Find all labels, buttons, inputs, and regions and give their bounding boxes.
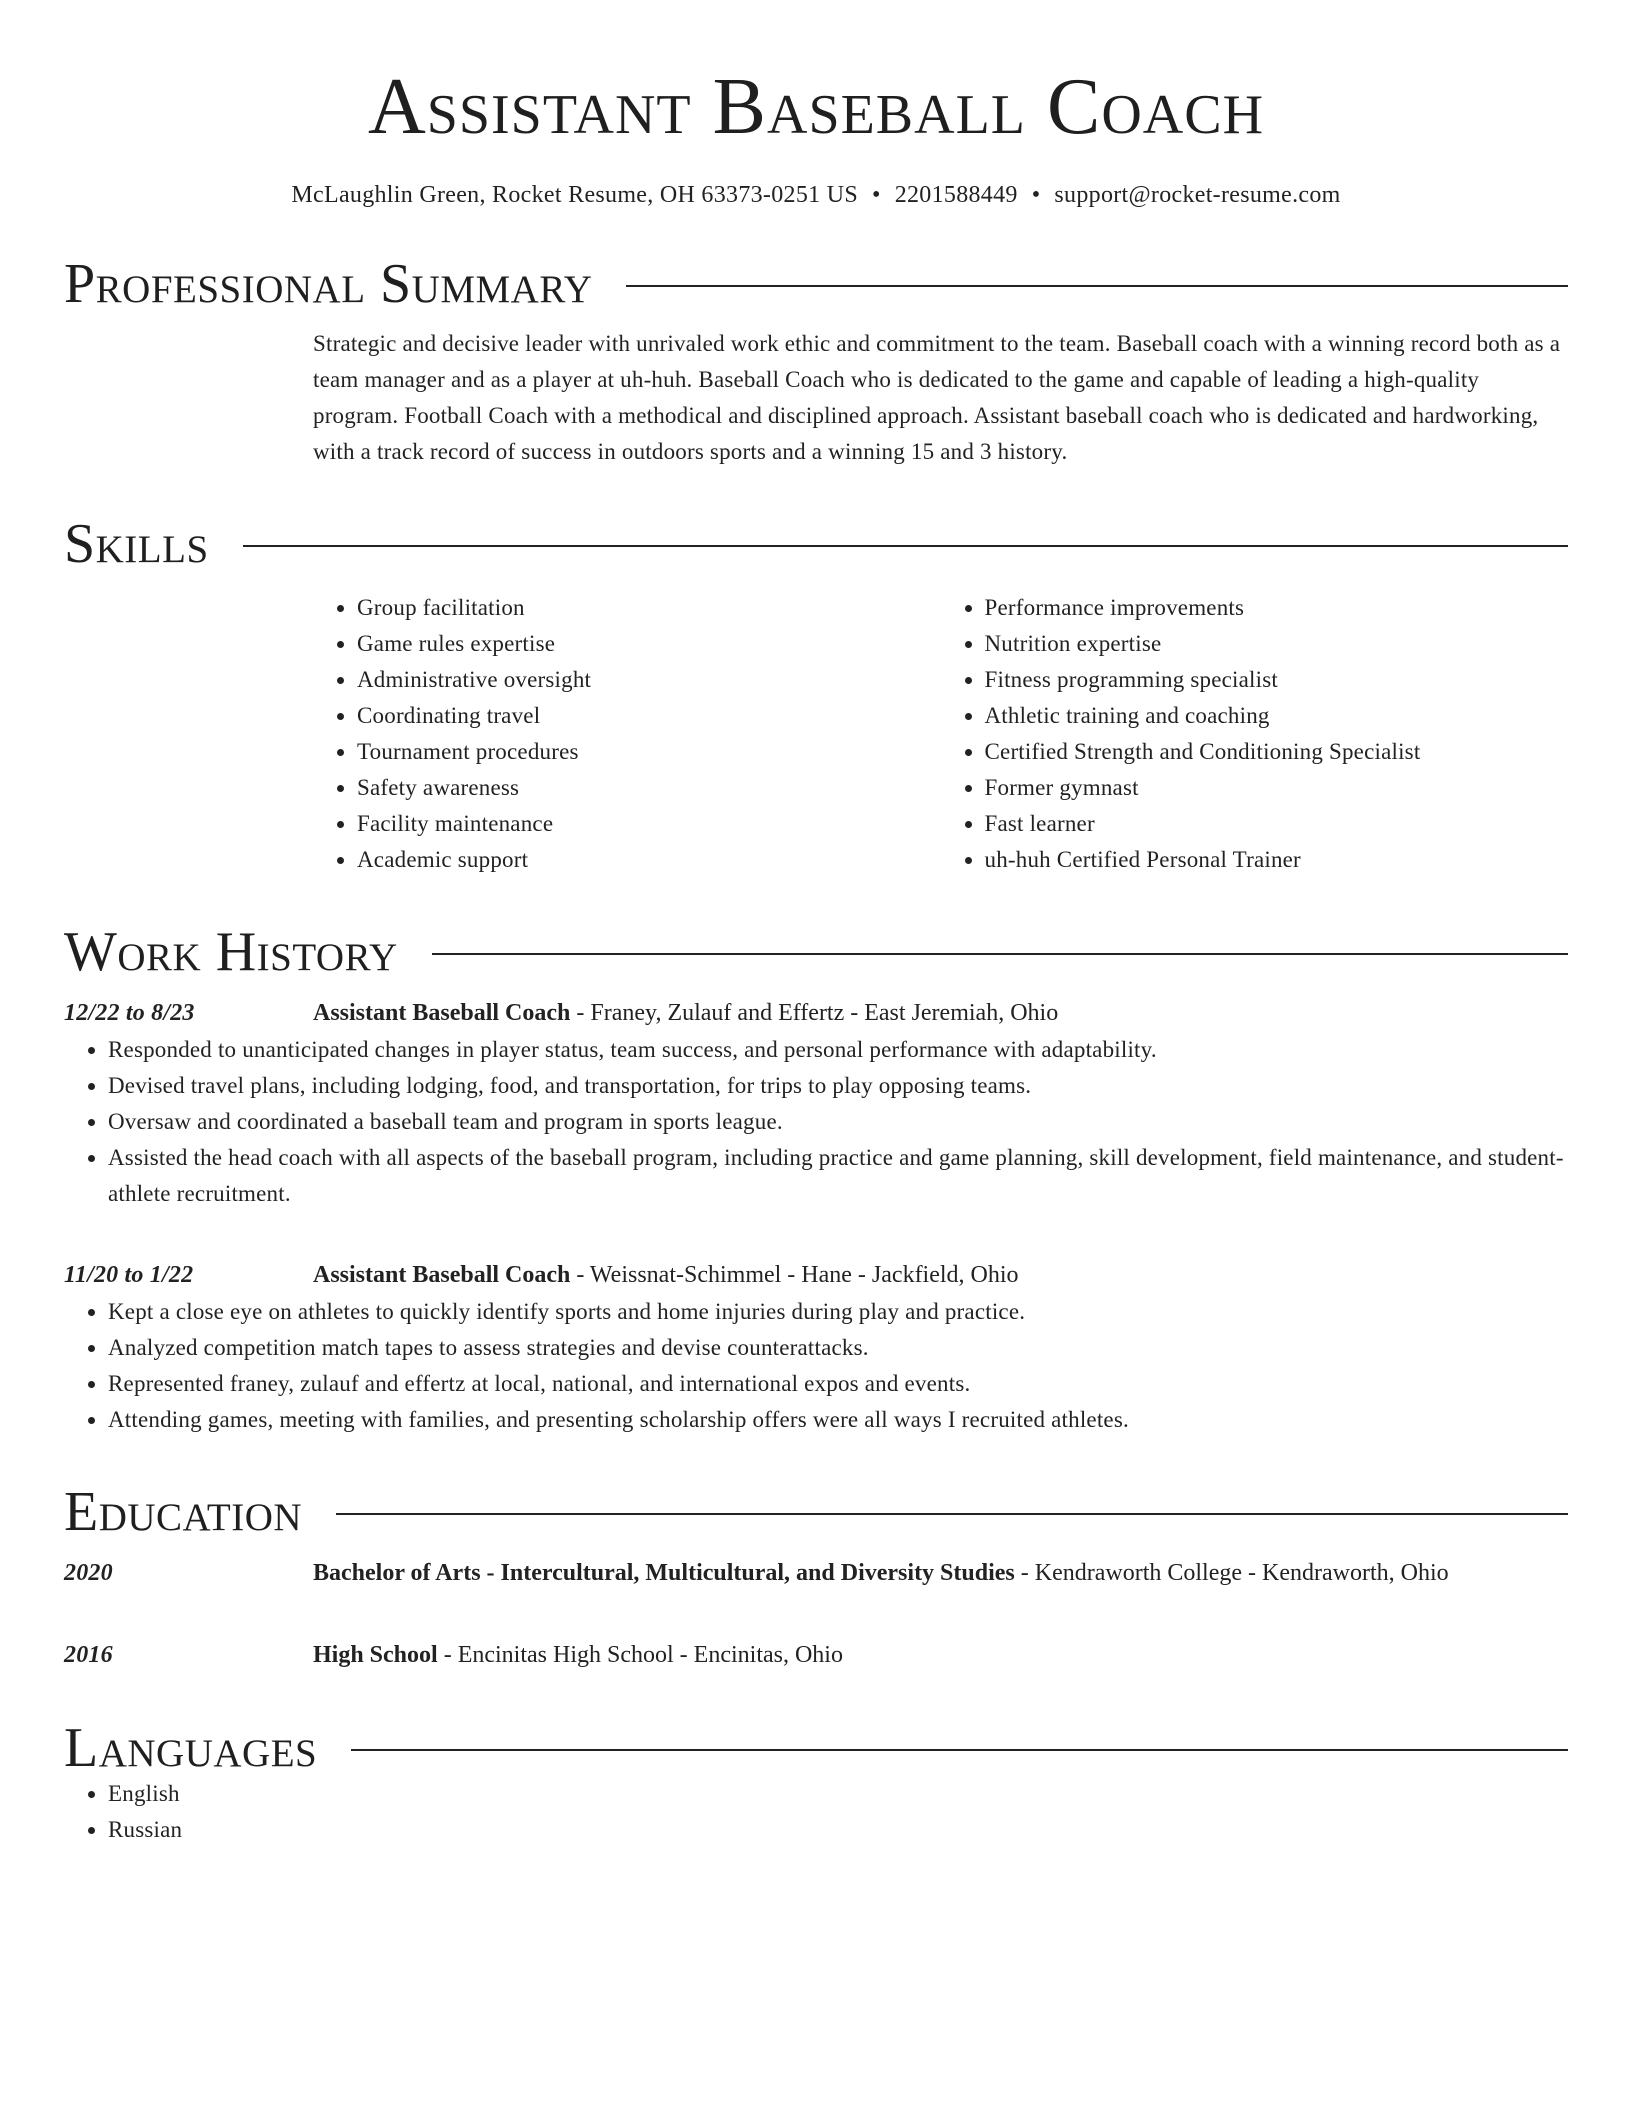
summary-heading xyxy=(64,253,1568,315)
skills-right-list xyxy=(941,590,1569,878)
education-section xyxy=(64,1481,1568,1674)
skill-item: • Tournament procedures xyxy=(357,734,941,770)
education-year: 2016 xyxy=(64,1642,113,1668)
languages-heading xyxy=(64,1717,1568,1779)
job-entry xyxy=(64,994,1568,1032)
job-duty: • Responded to unanticipated changes in player status, team success, and personal performance with adaptability. xyxy=(108,1032,1568,1068)
education-heading xyxy=(64,1481,1568,1543)
skill-item: • Fast learner xyxy=(985,806,1569,842)
job-duty: • Analyzed competition match tapes to assess strategies and devise counterattacks. xyxy=(108,1330,1568,1366)
skills-grid xyxy=(313,590,1568,878)
section-divider xyxy=(243,545,1568,547)
language-item: • Russian xyxy=(108,1812,1568,1848)
contact-email: support@rocket-resume.com xyxy=(1054,182,1341,208)
contact-separator: • xyxy=(1031,182,1041,208)
skill-item: • Academic support xyxy=(357,842,941,878)
job-entry xyxy=(64,1256,1568,1294)
skill-item: • Nutrition expertise xyxy=(985,626,1569,662)
skill-item: • uh-huh Certified Personal Trainer xyxy=(985,842,1569,878)
contact-phone: 2201588449 xyxy=(894,182,1018,208)
job-duty: • Assisted the head coach with all aspects of the baseball program, including practice and game planning, skill development, field maintenance, and student-athlete recruitment. xyxy=(108,1140,1568,1212)
job-role: Assistant Baseball Coach xyxy=(313,1000,571,1026)
language-item: • English xyxy=(108,1776,1568,1812)
education-degree: High School xyxy=(313,1642,438,1668)
skill-item: • Athletic training and coaching xyxy=(985,698,1569,734)
education-line xyxy=(313,1636,1568,1674)
job-employer: - Weissnat-Schimmel - Hane - Jackfield, Ohio xyxy=(570,1262,1019,1288)
job-role: Assistant Baseball Coach xyxy=(313,1262,571,1288)
languages-section xyxy=(64,1717,1568,1848)
section-title: Skills xyxy=(64,513,209,575)
section-title: Languages xyxy=(64,1717,318,1779)
section-divider xyxy=(351,1749,1568,1751)
job-duty: • Oversaw and coordinated a baseball team and program in sports league. xyxy=(108,1104,1568,1140)
section-title: Work History xyxy=(64,921,398,983)
job-employer: - Franey, Zulauf and Effertz - East Jeremiah, Ohio xyxy=(570,1000,1059,1026)
job-dates: 12/22 to 8/23 xyxy=(64,1000,195,1026)
skill-item: • Administrative oversight xyxy=(357,662,941,698)
skills-left-list xyxy=(313,590,941,878)
section-title: Professional Summary xyxy=(64,253,593,315)
skill-item: • Certified Strength and Conditioning Specialist xyxy=(985,734,1569,770)
section-divider xyxy=(432,953,1568,955)
work-history-heading xyxy=(64,921,1568,983)
entry-spacer xyxy=(64,1212,1568,1242)
skill-item: • Group facilitation xyxy=(357,590,941,626)
skills-heading xyxy=(64,513,1568,575)
work-history-section xyxy=(64,921,1568,1438)
entry-spacer xyxy=(64,1592,1568,1622)
job-duty: • Kept a close eye on athletes to quickly identify sports and home injuries during play and practice. xyxy=(108,1294,1568,1330)
languages-list xyxy=(64,1776,1568,1848)
job-duty: • Devised travel plans, including lodging, food, and transportation, for trips to play opposing teams. xyxy=(108,1068,1568,1104)
education-school: - Kendraworth College - Kendraworth, Ohio xyxy=(1014,1560,1449,1586)
job-dates: 11/20 to 1/22 xyxy=(64,1262,194,1288)
summary-text: Strategic and decisive leader with unrivaled work ethic and commitment to the team. Baseball coach with a winning record both as a team manager and as a player at uh-huh. Baseball Coach who is dedicated to the game and capable of leading a high-quality program. Football Coach with a methodical and disciplined approach. Assistant baseball coach who is dedicated and hardworking, with a track record of success in outdoors sports and a winning 15 and 3 history. xyxy=(313,331,1561,464)
skills-section xyxy=(64,513,1568,878)
section-divider xyxy=(626,285,1568,287)
contact-line xyxy=(64,180,1568,210)
education-line xyxy=(313,1554,1568,1592)
skill-item: • Safety awareness xyxy=(357,770,941,806)
skill-item: • Former gymnast xyxy=(985,770,1569,806)
education-year: 2020 xyxy=(64,1560,113,1586)
education-school: - Encinitas High School - Encinitas, Ohio xyxy=(437,1642,843,1668)
skill-item: • Performance improvements xyxy=(985,590,1569,626)
job-duty: • Represented franey, zulauf and effertz at local, national, and international expos and events. xyxy=(108,1366,1568,1402)
job-duties-list xyxy=(64,1294,1568,1438)
contact-separator: • xyxy=(872,182,881,208)
contact-address: McLaughlin Green, Rocket Resume, OH 63373-0251 US xyxy=(291,182,858,208)
job-title-line xyxy=(313,994,1568,1032)
skill-item: • Fitness programming specialist xyxy=(985,662,1569,698)
resume-name: Assistant Baseball Coach xyxy=(367,63,1265,151)
job-duties-list xyxy=(64,1032,1568,1212)
education-entry xyxy=(64,1554,1568,1592)
job-duty: • Attending games, meeting with families, and presenting scholarship offers were all ways I recruited athletes. xyxy=(108,1402,1568,1438)
summary-section xyxy=(64,253,1568,470)
skill-item: • Game rules expertise xyxy=(357,626,941,662)
education-degree: Bachelor of Arts - Intercultural, Multicultural, and Diversity Studies xyxy=(313,1560,1015,1586)
skill-item: • Facility maintenance xyxy=(357,806,941,842)
education-entry xyxy=(64,1636,1568,1674)
section-title: Education xyxy=(64,1481,303,1543)
job-title-line xyxy=(313,1256,1568,1294)
skill-item: • Coordinating travel xyxy=(357,698,941,734)
section-divider xyxy=(336,1513,1568,1515)
